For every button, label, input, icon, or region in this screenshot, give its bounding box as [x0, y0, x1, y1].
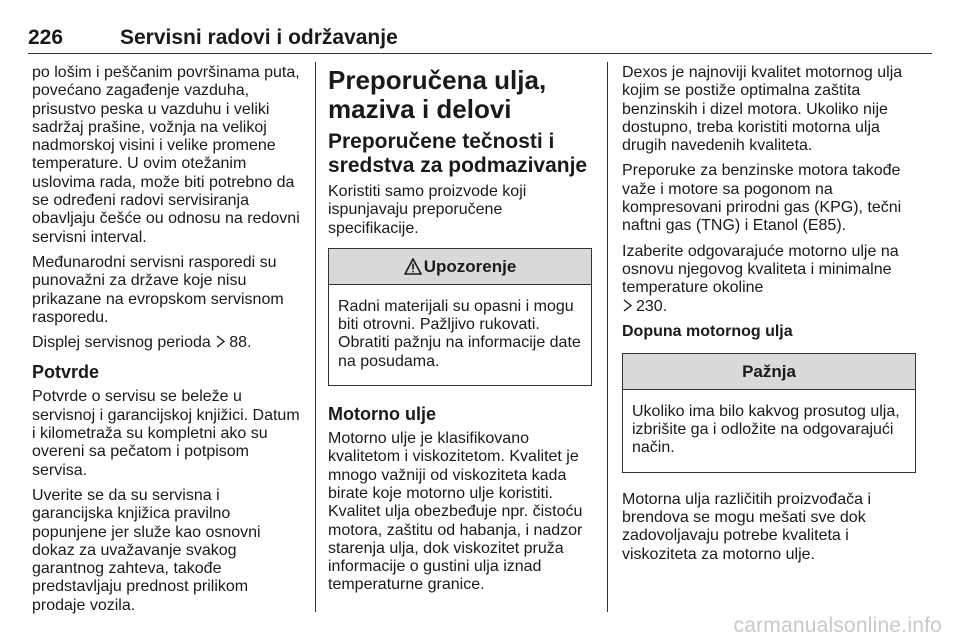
paragraph-choose-oil: [622, 243, 916, 316]
column-2: [328, 64, 592, 602]
paragraph-service-records: Potvrde o servisu se beleže u servisnoj i garancijskoj knjižici. Datum i kilometraža su kompletni ako su overeni sa pečatom i potpisom servisa.: [32, 388, 300, 479]
paragraph-warranty-booklet: Uverite se da su servisna i garancijska knjižica pravilno popunjene jer služe kao osnovni dokaz za uvažavanje svakog garantnog zahteva, takođe predstavljaju prednost prilikom prodaje vozila.: [32, 486, 261, 614]
page-header: [28, 26, 932, 52]
section-heading-engine-oil: Motorno ulje: [328, 404, 436, 425]
service-display-page-link[interactable]: 88.: [229, 334, 252, 352]
warning-box-header: [329, 249, 591, 285]
page-reference-arrow-icon: [215, 335, 226, 348]
column-divider-2: [607, 62, 608, 612]
chapter-heading-recommended-oils: Preporučena ulja, maziva i delovi: [328, 65, 547, 124]
page-title: Servisni radovi i održavanje: [120, 26, 398, 49]
subheading-oil-topup: Dopuna motornog ulja: [622, 322, 793, 340]
column-3: [622, 64, 916, 571]
choose-oil-page-link[interactable]: 230.: [636, 297, 668, 315]
paragraph-dexos: Dexos je najnoviji kvalitet motornog ulja kojim se postiže optimalna zaštita benzinskih i dizel motora. Ukoliko nije dostupno, treba koristiti motorna ulja drugih navedenih kvaliteta.: [622, 64, 903, 155]
notice-title: Pažnja: [742, 361, 796, 381]
paragraph-international-schedules: Međunarodni servisni rasporedi su punovažni za države koje nisu prikazane na evropskom servisnom rasporedu.: [32, 253, 284, 326]
paragraph-use-specified-products: Koristiti samo proizvode koji ispunjavaju preporučene specifikacije.: [328, 183, 527, 237]
column-1: [32, 64, 304, 622]
section-heading-recommended-fluids: Preporučene tečnosti i sredstva za podmazivanje: [328, 130, 588, 177]
warning-triangle-icon: [404, 258, 422, 275]
page-reference-arrow-icon: [622, 299, 633, 312]
paragraph-mixing-oils: Motorna ulja različitih proizvođača i brendova se mogu mešati sve dok zadovoljavaju potrebe kvaliteta i viskoziteta za motorno ulje.: [622, 490, 871, 563]
choose-oil-text: Izaberite odgovarajuće motorno ulje na osnovu njegovog kvaliteta i minimalne temperature okoline: [622, 242, 899, 297]
paragraph-gas-engines: Preporuke za benzinske motora takođe važe i motore sa pogonom na kompresovani prirodni gas (KPG), tečni naftni gas (TNG) i Etanol (E85).: [622, 162, 902, 235]
notice-box: [622, 353, 916, 473]
warning-text: Radni materijali su opasni i mogu biti otrovni. Pažljivo rukovati. Obratiti pažnju na informacije date na posudama.: [338, 297, 581, 370]
page-number: 226: [28, 26, 64, 49]
warning-box: [328, 248, 592, 386]
notice-box-header: [623, 354, 915, 390]
service-display-text: Displej servisnog perioda: [32, 334, 211, 352]
paragraph-service-display: [32, 334, 304, 352]
header-rule: [28, 53, 932, 54]
watermark: carmanualsonline.info: [733, 614, 942, 637]
column-divider-1: [315, 62, 316, 612]
notice-text: Ukoliko ima bilo kakvog prosutog ulja, izbrišite ga i odložite na odgovarajući način.: [632, 402, 900, 457]
paragraph-harsh-conditions: po lošim i peščanim površinama puta, povećano zagađenje vazduha, prisustvo peska u vazduhu i veliki sadržaj prašine, vožnja na velikoj nadmorskoj visini i velike promene temperature. U ovim otežanim uslovima rada, može biti potrebno da se određeni radovi servisiranja obavljaju češće ou odnosu na redovni servisni interval.: [32, 64, 300, 246]
warning-title: Upozorenje: [423, 256, 517, 276]
paragraph-engine-oil-classification: Motorno ulje je klasifikovano kvalitetom i viskozitetom. Kvalitet je mnogo važniji od viskoziteta kada birate koje motorno ulje koristiti. Kvalitet ulja obezbeđuje npr. čistoću motora, zaštitu od habanja, i nadzor starenja ulja, dok viskozitet pruža informacije o gustini ulja iznad temperaturne granice.: [328, 430, 583, 594]
section-heading-potvrde: Potvrde: [32, 362, 100, 383]
